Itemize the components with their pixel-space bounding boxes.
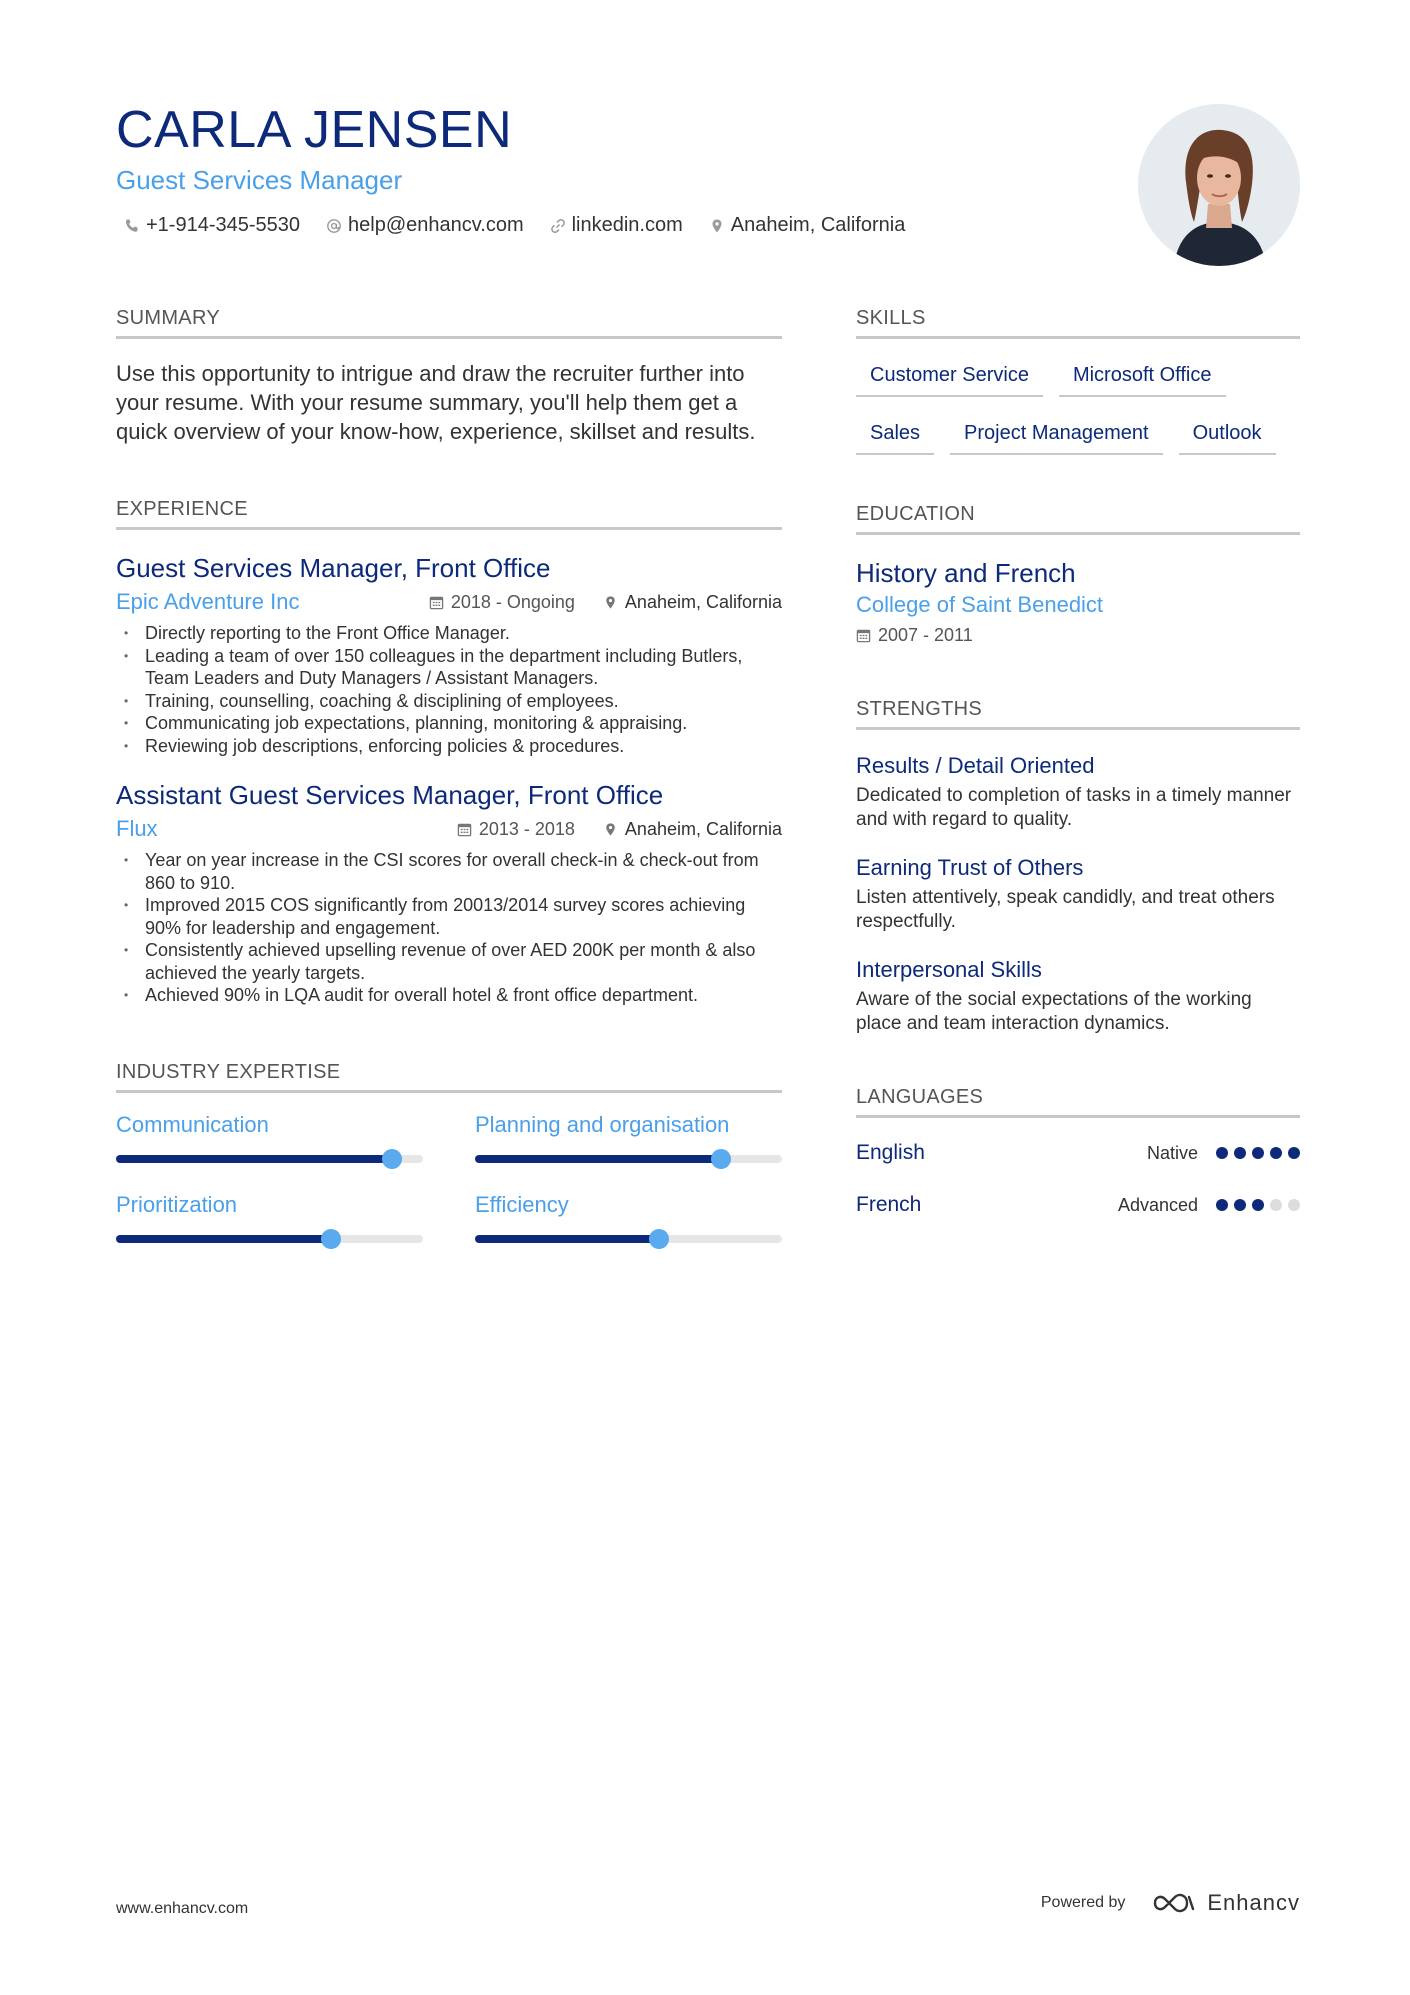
language-row xyxy=(856,1136,1300,1170)
expertise-bar xyxy=(116,1235,423,1243)
expertise-bar-knob xyxy=(382,1149,402,1169)
expertise-label: Planning and organisation xyxy=(475,1111,730,1137)
proficiency-dot-empty xyxy=(1270,1199,1282,1211)
footer-website[interactable]: www.enhancv.com xyxy=(116,1900,249,1917)
summary-section xyxy=(116,305,782,446)
job-dates xyxy=(457,819,575,840)
expertise-bar-fill xyxy=(475,1235,659,1243)
language-name: English xyxy=(856,1141,925,1164)
contact-link[interactable] xyxy=(550,214,683,237)
experience-section xyxy=(116,496,782,1007)
industry-expertise-heading: INDUSTRY EXPERTISE xyxy=(116,1059,782,1093)
proficiency-dot-filled xyxy=(1234,1199,1246,1211)
calendar-icon xyxy=(429,595,444,610)
job-location xyxy=(603,819,782,840)
expertise-grid xyxy=(116,1111,782,1243)
strength-item xyxy=(856,956,1300,1036)
bullet-item: • Communicating job expectations, planning, monitoring & appraising. xyxy=(116,712,782,735)
strength-item xyxy=(856,752,1300,832)
skill-tag: Microsoft Office xyxy=(1059,357,1226,397)
proficiency-dot-filled xyxy=(1216,1199,1228,1211)
strength-description: Dedicated to completion of tasks in a timely manner and with regard to quality. xyxy=(856,785,1292,830)
language-name: French xyxy=(856,1193,922,1216)
expertise-bar-fill xyxy=(116,1235,331,1243)
right-column xyxy=(856,305,1300,1222)
expertise-item xyxy=(116,1191,423,1243)
job-location xyxy=(603,592,782,613)
calendar-icon xyxy=(856,628,871,643)
education-dates-text: 2007 - 2011 xyxy=(878,625,973,645)
expertise-bar xyxy=(475,1235,782,1243)
bullet-item: • Consistently achieved upselling revenue of over AED 200K per month & also achieved the yearly targets. xyxy=(116,939,782,984)
resume-header xyxy=(116,100,1016,237)
summary-heading: SUMMARY xyxy=(116,305,782,339)
expertise-bar xyxy=(116,1155,423,1163)
expertise-bar-knob xyxy=(711,1149,731,1169)
expertise-label: Communication xyxy=(116,1111,269,1137)
proficiency-dot-filled xyxy=(1270,1147,1282,1159)
expertise-bar-knob xyxy=(649,1229,669,1249)
brand-logo[interactable] xyxy=(1151,1890,1300,1916)
location-pin-icon xyxy=(603,822,618,837)
link-icon xyxy=(550,218,566,234)
expertise-bar xyxy=(475,1155,782,1163)
proficiency-dot-filled xyxy=(1252,1199,1264,1211)
education-heading: EDUCATION xyxy=(856,501,1300,535)
candidate-title: Guest Services Manager xyxy=(116,165,403,195)
candidate-name: CARLA JENSEN xyxy=(116,101,513,159)
expertise-item xyxy=(475,1111,782,1163)
job-meta-right xyxy=(457,819,782,840)
strength-description: Aware of the social expectations of the working place and team interaction dynamics. xyxy=(856,989,1252,1034)
job-meta xyxy=(116,588,782,616)
contact-email[interactable] xyxy=(326,214,524,237)
job-bullets xyxy=(116,622,782,757)
job-meta xyxy=(116,815,782,843)
expertise-bar-fill xyxy=(116,1155,392,1163)
strength-item xyxy=(856,854,1300,934)
footer-branding xyxy=(1041,1890,1300,1916)
phone-icon xyxy=(124,218,140,234)
bullet-item: • Improved 2015 COS significantly from 20013/2014 survey scores achieving 90% for leadership and engagement. xyxy=(116,894,782,939)
language-level: Native xyxy=(1146,1142,1198,1163)
enhancv-logo-icon xyxy=(1151,1891,1197,1915)
expertise-bar-knob xyxy=(321,1229,341,1249)
skill-tag: Outlook xyxy=(1179,415,1276,455)
website-text: linkedin.com xyxy=(571,214,683,236)
job-bullets xyxy=(116,849,782,1007)
job-entry xyxy=(116,779,782,1007)
strength-title: Earning Trust of Others xyxy=(856,855,1084,880)
strengths-heading: STRENGTHS xyxy=(856,696,1300,730)
proficiency-dot-filled xyxy=(1252,1147,1264,1159)
skills-heading: SKILLS xyxy=(856,305,1300,339)
education-section xyxy=(856,501,1300,646)
language-dots xyxy=(1216,1147,1300,1159)
job-location-text: Anaheim, California xyxy=(624,818,782,839)
degree-title: History and French xyxy=(856,558,1076,588)
bullet-item: • Year on year increase in the CSI scores for overall check-in & check-out from 860 to 910. xyxy=(116,849,782,894)
proficiency-dot-empty xyxy=(1288,1199,1300,1211)
skill-tag: Customer Service xyxy=(856,357,1043,397)
language-proficiency xyxy=(1118,1195,1300,1216)
proficiency-dot-filled xyxy=(1234,1147,1246,1159)
bullet-item: • Directly reporting to the Front Office Manager. xyxy=(116,622,782,645)
language-level: Advanced xyxy=(1117,1194,1198,1215)
skill-tag: Sales xyxy=(856,415,934,455)
job-dates-text: 2018 - Ongoing xyxy=(450,591,575,612)
job-title: Guest Services Manager, Front Office xyxy=(116,553,551,583)
proficiency-dot-filled xyxy=(1288,1147,1300,1159)
powered-by-text: Powered by xyxy=(1040,1894,1126,1911)
languages-section xyxy=(856,1084,1300,1222)
language-row xyxy=(856,1188,1300,1222)
summary-text: Use this opportunity to intrigue and draw the recruiter further into your resume. With your resume summary, you'll help them get a quick overview of your know-how, experience, skillset and results. xyxy=(116,361,756,444)
left-column xyxy=(116,305,782,1243)
expertise-label: Efficiency xyxy=(475,1191,569,1217)
email-text: help@enhancv.com xyxy=(348,214,524,236)
language-dots xyxy=(1216,1199,1300,1211)
calendar-icon xyxy=(457,822,472,837)
strengths-section xyxy=(856,696,1300,1036)
job-dates-text: 2013 - 2018 xyxy=(478,818,575,839)
strength-description: Listen attentively, speak candidly, and treat others respectfully. xyxy=(856,887,1275,932)
bullet-item: • Training, counselling, coaching & disciplining of employees. xyxy=(116,690,782,713)
brand-name: Enhancv xyxy=(1207,1890,1300,1915)
expertise-label: Prioritization xyxy=(116,1191,238,1217)
contact-phone[interactable] xyxy=(124,214,300,237)
skills-section xyxy=(856,305,1300,455)
job-title: Assistant Guest Services Manager, Front Office xyxy=(116,780,664,810)
bullet-item: • Leading a team of over 150 colleagues in the department including Butlers, Team Leaders and Duty Managers / Assistant Managers. xyxy=(116,645,782,690)
portrait-image xyxy=(1138,104,1300,266)
expertise-bar-fill xyxy=(475,1155,721,1163)
job-meta-right xyxy=(429,592,782,613)
education-dates xyxy=(856,625,1300,646)
job-entry xyxy=(116,552,782,757)
expertise-item xyxy=(475,1191,782,1243)
industry-expertise-section xyxy=(116,1059,782,1243)
experience-heading: EXPERIENCE xyxy=(116,496,782,530)
job-dates xyxy=(429,592,575,613)
skill-tag: Project Management xyxy=(950,415,1163,455)
languages-heading: LANGUAGES xyxy=(856,1084,1300,1118)
profile-photo xyxy=(1138,104,1300,266)
at-icon xyxy=(326,218,342,234)
location-text: Anaheim, California xyxy=(730,214,906,236)
company-name: Flux xyxy=(116,816,158,841)
location-pin-icon xyxy=(709,218,725,234)
proficiency-dot-filled xyxy=(1216,1147,1228,1159)
job-location-text: Anaheim, California xyxy=(624,591,782,612)
contact-location xyxy=(709,214,906,237)
contact-row xyxy=(116,214,1016,237)
strength-title: Interpersonal Skills xyxy=(856,957,1042,982)
language-proficiency xyxy=(1147,1143,1300,1164)
bullet-item: • Achieved 90% in LQA audit for overall hotel & front office department. xyxy=(116,984,782,1007)
company-name: Epic Adventure Inc xyxy=(116,589,300,614)
school-name: College of Saint Benedict xyxy=(856,592,1104,617)
bullet-item: • Reviewing job descriptions, enforcing policies & procedures. xyxy=(116,735,782,758)
location-pin-icon xyxy=(603,595,618,610)
skills-list xyxy=(856,357,1300,455)
phone-text: +1-914-345-5530 xyxy=(146,214,301,236)
expertise-item xyxy=(116,1111,423,1163)
strength-title: Results / Detail Oriented xyxy=(856,753,1095,778)
